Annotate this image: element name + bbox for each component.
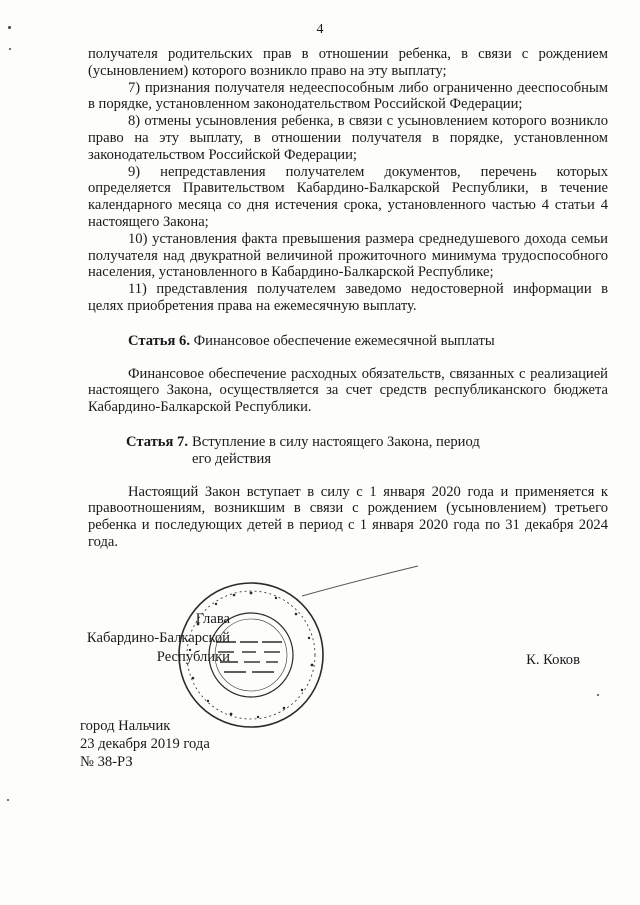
- article-6-heading: [88, 333, 608, 350]
- article-6-text: Финансовое обеспечение расходных обязательств, связанных с реализацией настоящего Закона, осуществляется за счет средств республиканского бюджета Кабардино-Балкарской Республики.: [88, 365, 608, 416]
- law-number: № 38-РЗ: [80, 754, 133, 770]
- page-number: 4: [316, 22, 324, 37]
- article-number: Статья 6.: [128, 332, 190, 349]
- list-item: 11) представления получателем заведомо недостоверной информации в целях приобретения права на ежемесячную выплату.: [88, 281, 608, 314]
- scan-speck: [8, 26, 11, 29]
- document-body: [88, 46, 608, 551]
- footer-block: [80, 717, 210, 771]
- scan-speck: [597, 694, 599, 696]
- list-item: получателя родительских прав в отношении ребенка, в связи с рождением (усыновлением) которого возникло право на эту выплату;: [88, 46, 608, 79]
- date: 23 декабря 2019 года: [80, 736, 210, 752]
- article-title: Вступление в силу настоящего Закона, период его действия: [192, 433, 480, 467]
- list-item: 9) непредставления получателем документов, перечень которых определяется Правительством Кабардино-Балкарской Республики, в течение календарного месяца со дня истечения срока, установленного частью 4 статьи 4 настоящего Закона;: [88, 163, 608, 230]
- list-item: 7) признания получателя недееспособным либо ограниченно дееспособным в порядке, установленном законодательством Российской Федерации;: [88, 79, 608, 113]
- signatory-position: [80, 610, 230, 667]
- scan-speck: [7, 799, 9, 801]
- article-number: Статья 7.: [126, 433, 188, 450]
- article-title: Финансовое обеспечение ежемесячной выплаты: [193, 332, 495, 349]
- position-line: Глава: [195, 611, 230, 627]
- position-line: Республики: [156, 649, 230, 665]
- position-line: Кабардино-Балкарской: [86, 630, 230, 646]
- list-item: 8) отмены усыновления ребенка, в связи с усыновлением которого возникло право на эту выплату, в отношении получателя в порядке, установленном законодательством Российской Федерации;: [88, 113, 608, 163]
- list-item: 10) установления факта превышения размера среднедушевого дохода семьи получателя над двукратной величиной прожиточного минимума трудоспособного населения, установленного в Кабардино-Балкарской Республике;: [88, 230, 608, 281]
- scan-speck: [9, 48, 11, 50]
- city: город Нальчик: [80, 718, 171, 734]
- article-7-heading: [88, 434, 608, 468]
- article-7-text: Настоящий Закон вступает в силу с 1 января 2020 года и применяется к правоотношениям, возникшим в связи с рождением (усыновлением) третьего ребенка и последующих детей в период с 1 января 2020 года по 31 декабря 2024 года.: [88, 483, 608, 550]
- signatory-name: К. Коков: [526, 652, 580, 668]
